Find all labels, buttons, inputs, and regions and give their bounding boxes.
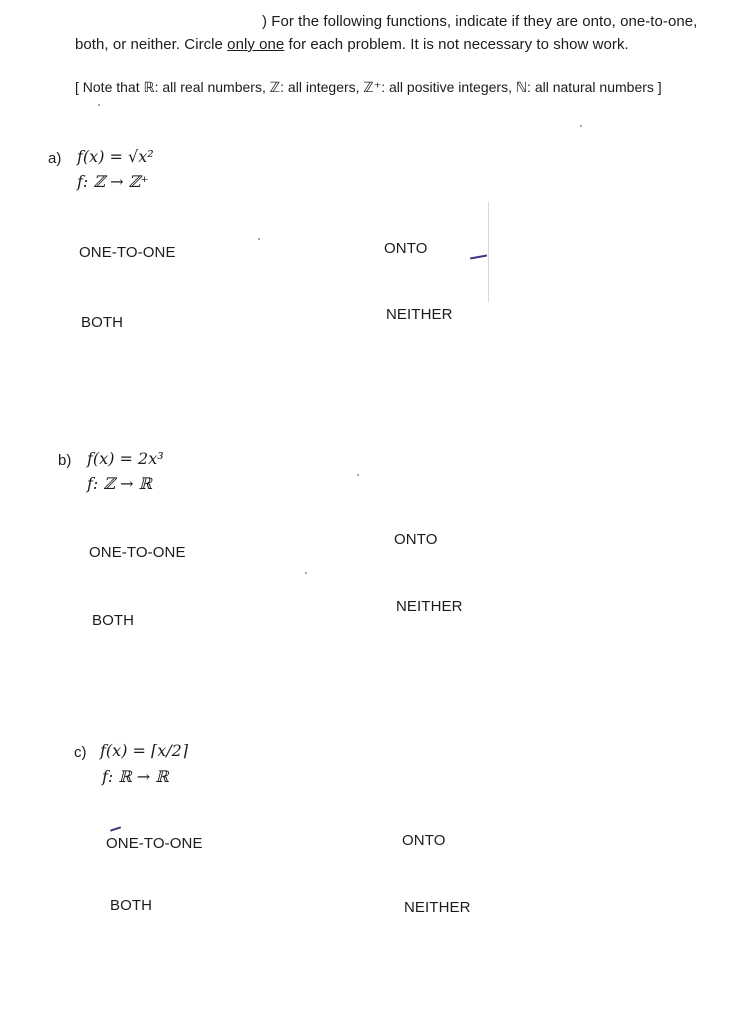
scan-speck <box>305 572 307 574</box>
scan-speck <box>357 474 359 476</box>
scan-speck <box>580 125 582 127</box>
problem-b-mapping: f: ℤ → ℝ <box>87 474 152 493</box>
problem-c-mapping: f: ℝ → ℝ <box>102 767 169 786</box>
problem-c-option-one-to-one[interactable]: ONE-TO-ONE <box>106 835 203 852</box>
problem-b-option-onto[interactable]: ONTO <box>394 531 438 548</box>
problem-b-option-neither[interactable]: NEITHER <box>396 598 463 615</box>
problem-b-option-both[interactable]: BOTH <box>92 612 135 629</box>
problem-a-mapping: f: ℤ → ℤ⁺ <box>77 172 149 191</box>
problem-c-function: f(x) = ⌈x/2⌉ <box>100 741 189 760</box>
problem-a-option-onto[interactable]: ONTO <box>384 240 428 257</box>
problem-a-option-both[interactable]: BOTH <box>81 314 124 331</box>
instruction-line-2 <box>75 36 629 53</box>
problem-c-option-both[interactable]: BOTH <box>110 897 153 914</box>
problem-b-function: f(x) = 2x³ <box>87 449 164 468</box>
problem-c-option-onto[interactable]: ONTO <box>402 832 446 849</box>
pen-mark <box>470 255 487 259</box>
problem-a-option-neither[interactable]: NEITHER <box>386 306 453 323</box>
problem-a-function: f(x) = √x² <box>77 147 154 166</box>
instruction-text-pre: both, or neither. Circle <box>75 36 228 53</box>
problem-c-option-neither[interactable]: NEITHER <box>404 899 471 916</box>
problem-a-label: a) <box>48 150 62 167</box>
scan-speck <box>98 104 100 106</box>
scan-speck <box>258 238 260 240</box>
notation-note: [ Note that ℝ: all real numbers, ℤ: all integers, ℤ⁺: all positive integers, ℕ: all natural numbers ] <box>75 79 662 95</box>
scan-artifact-line <box>488 202 489 302</box>
problem-b-option-one-to-one[interactable]: ONE-TO-ONE <box>89 544 186 561</box>
problem-a-option-one-to-one[interactable]: ONE-TO-ONE <box>79 244 176 261</box>
pen-mark <box>110 826 121 831</box>
instruction-text-post: for each problem. It is not necessary to show work. <box>284 36 629 53</box>
problem-b-label: b) <box>58 452 72 469</box>
problem-c-label: c) <box>74 744 87 761</box>
instruction-emphasis: only one <box>227 36 285 53</box>
instruction-line-1: ) For the following functions, indicate if they are onto, one-to-one, <box>262 13 698 30</box>
